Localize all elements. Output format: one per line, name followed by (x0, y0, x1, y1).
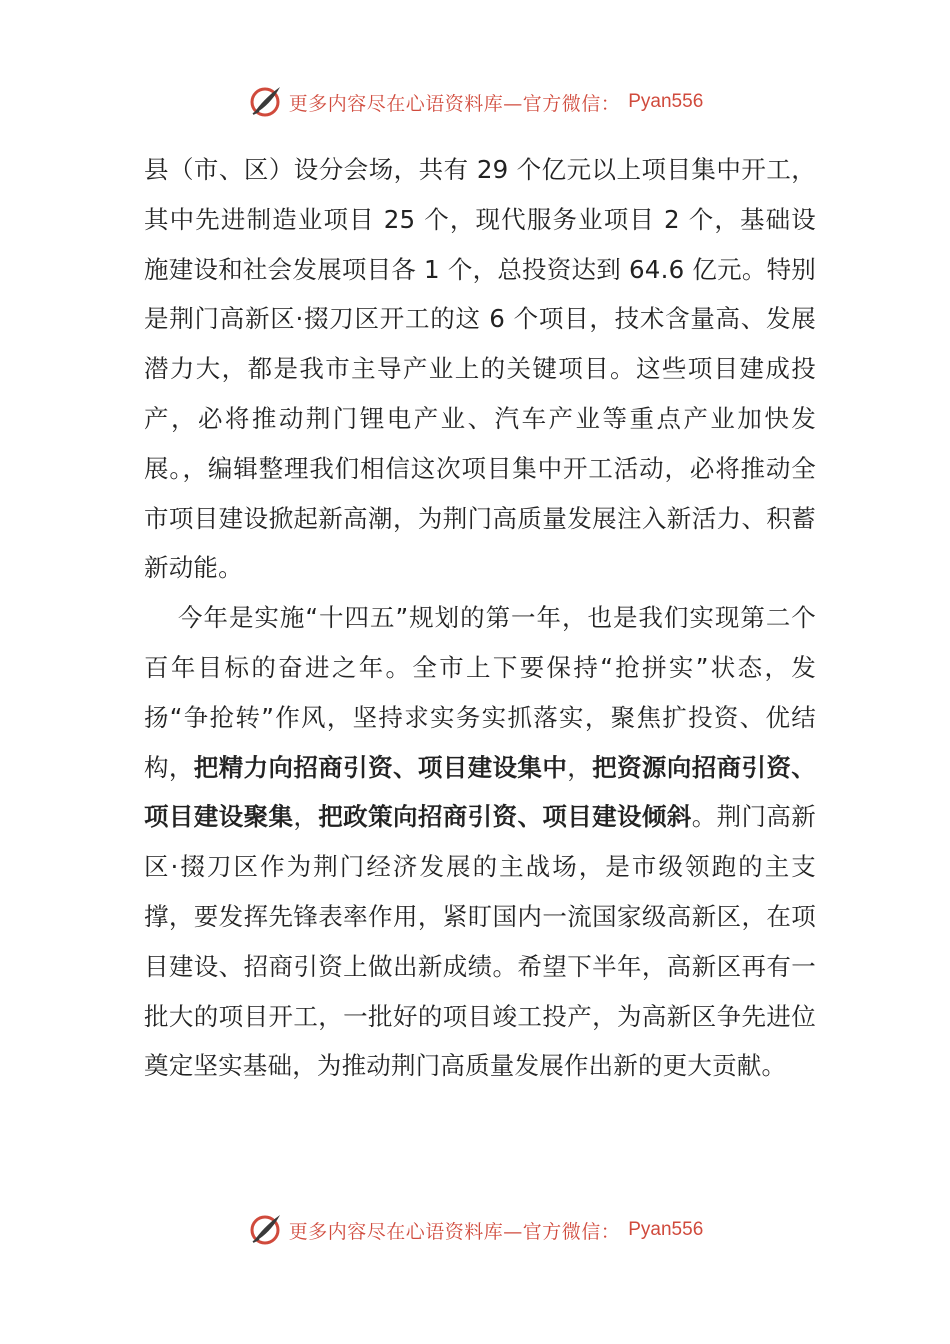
header-banner-text: 更多内容尽在心语资料库—官方微信： (288, 92, 621, 115)
document-body (144, 145, 816, 1091)
separator-2: ， (293, 802, 319, 832)
footer-banner-text: 更多内容尽在心语资料库—官方微信： (288, 1220, 621, 1243)
paragraph-2-intro: 今年是实施“十四五”规划的第一年，也是我们实现第二个百年目标的奋进之年。全市上下要保持“抢拼实”状态，发扬“争抢转”作风，坚持求实务实抓落实，聚焦扩投资、优结构， (144, 603, 816, 782)
quill-pen-logo-icon (247, 84, 283, 120)
header-banner-wechat-id: Pyan556 (628, 91, 704, 112)
paragraph-2 (144, 593, 816, 1091)
header-banner (0, 82, 950, 122)
paragraph-2-rest: 。荆门高新区·掇刀区作为荆门经济发展的主战场，是市级领跑的主支撑，要发挥先锋表率作用，紧盯国内一流国家级高新区，在项目建设、招商引资上做出新成绩。希望下半年，高新区再有一批大的项目开工，一批好的项目竣工投产，为高新区争先进位奠定坚实基础，为推动荆门高质量发展作出新的更大贡献。 (144, 802, 817, 1081)
separator-1: ， (567, 752, 593, 782)
paragraph-1: 县（市、区）设分会场，共有 29 个亿元以上项目集中开工，其中先进制造业项目 25 个，现代服务业项目 2 个，基础设施建设和社会发展项目各 1 个，总投资达到 64.6 亿元。特别是荆门高新区·掇刀区开工的这 6 个项目，技术含量高、发展潜力大，都是我市主导产业上的关键项目。这些项目建成投产，必将推动荆门锂电产业、汽车产业等重点产业加快发展。，编辑整理我们相信这次项目集中开工活动，必将推动全市项目建设掀起新高潮，为荆门高质量发展注入新活力、积蓄新动能。 (144, 155, 816, 583)
bold-phrase-3: 把政策向招商引资、项目建设倾斜 (318, 802, 692, 832)
footer-banner (0, 1210, 950, 1250)
footer-banner-wechat-id: Pyan556 (628, 1219, 704, 1240)
quill-pen-logo-icon (247, 1212, 283, 1248)
bold-phrase-2: 把资源向招商引资、项目建设聚集 (144, 752, 817, 832)
bold-phrase-1: 把精力向招商引资、项目建设集中 (193, 752, 568, 782)
